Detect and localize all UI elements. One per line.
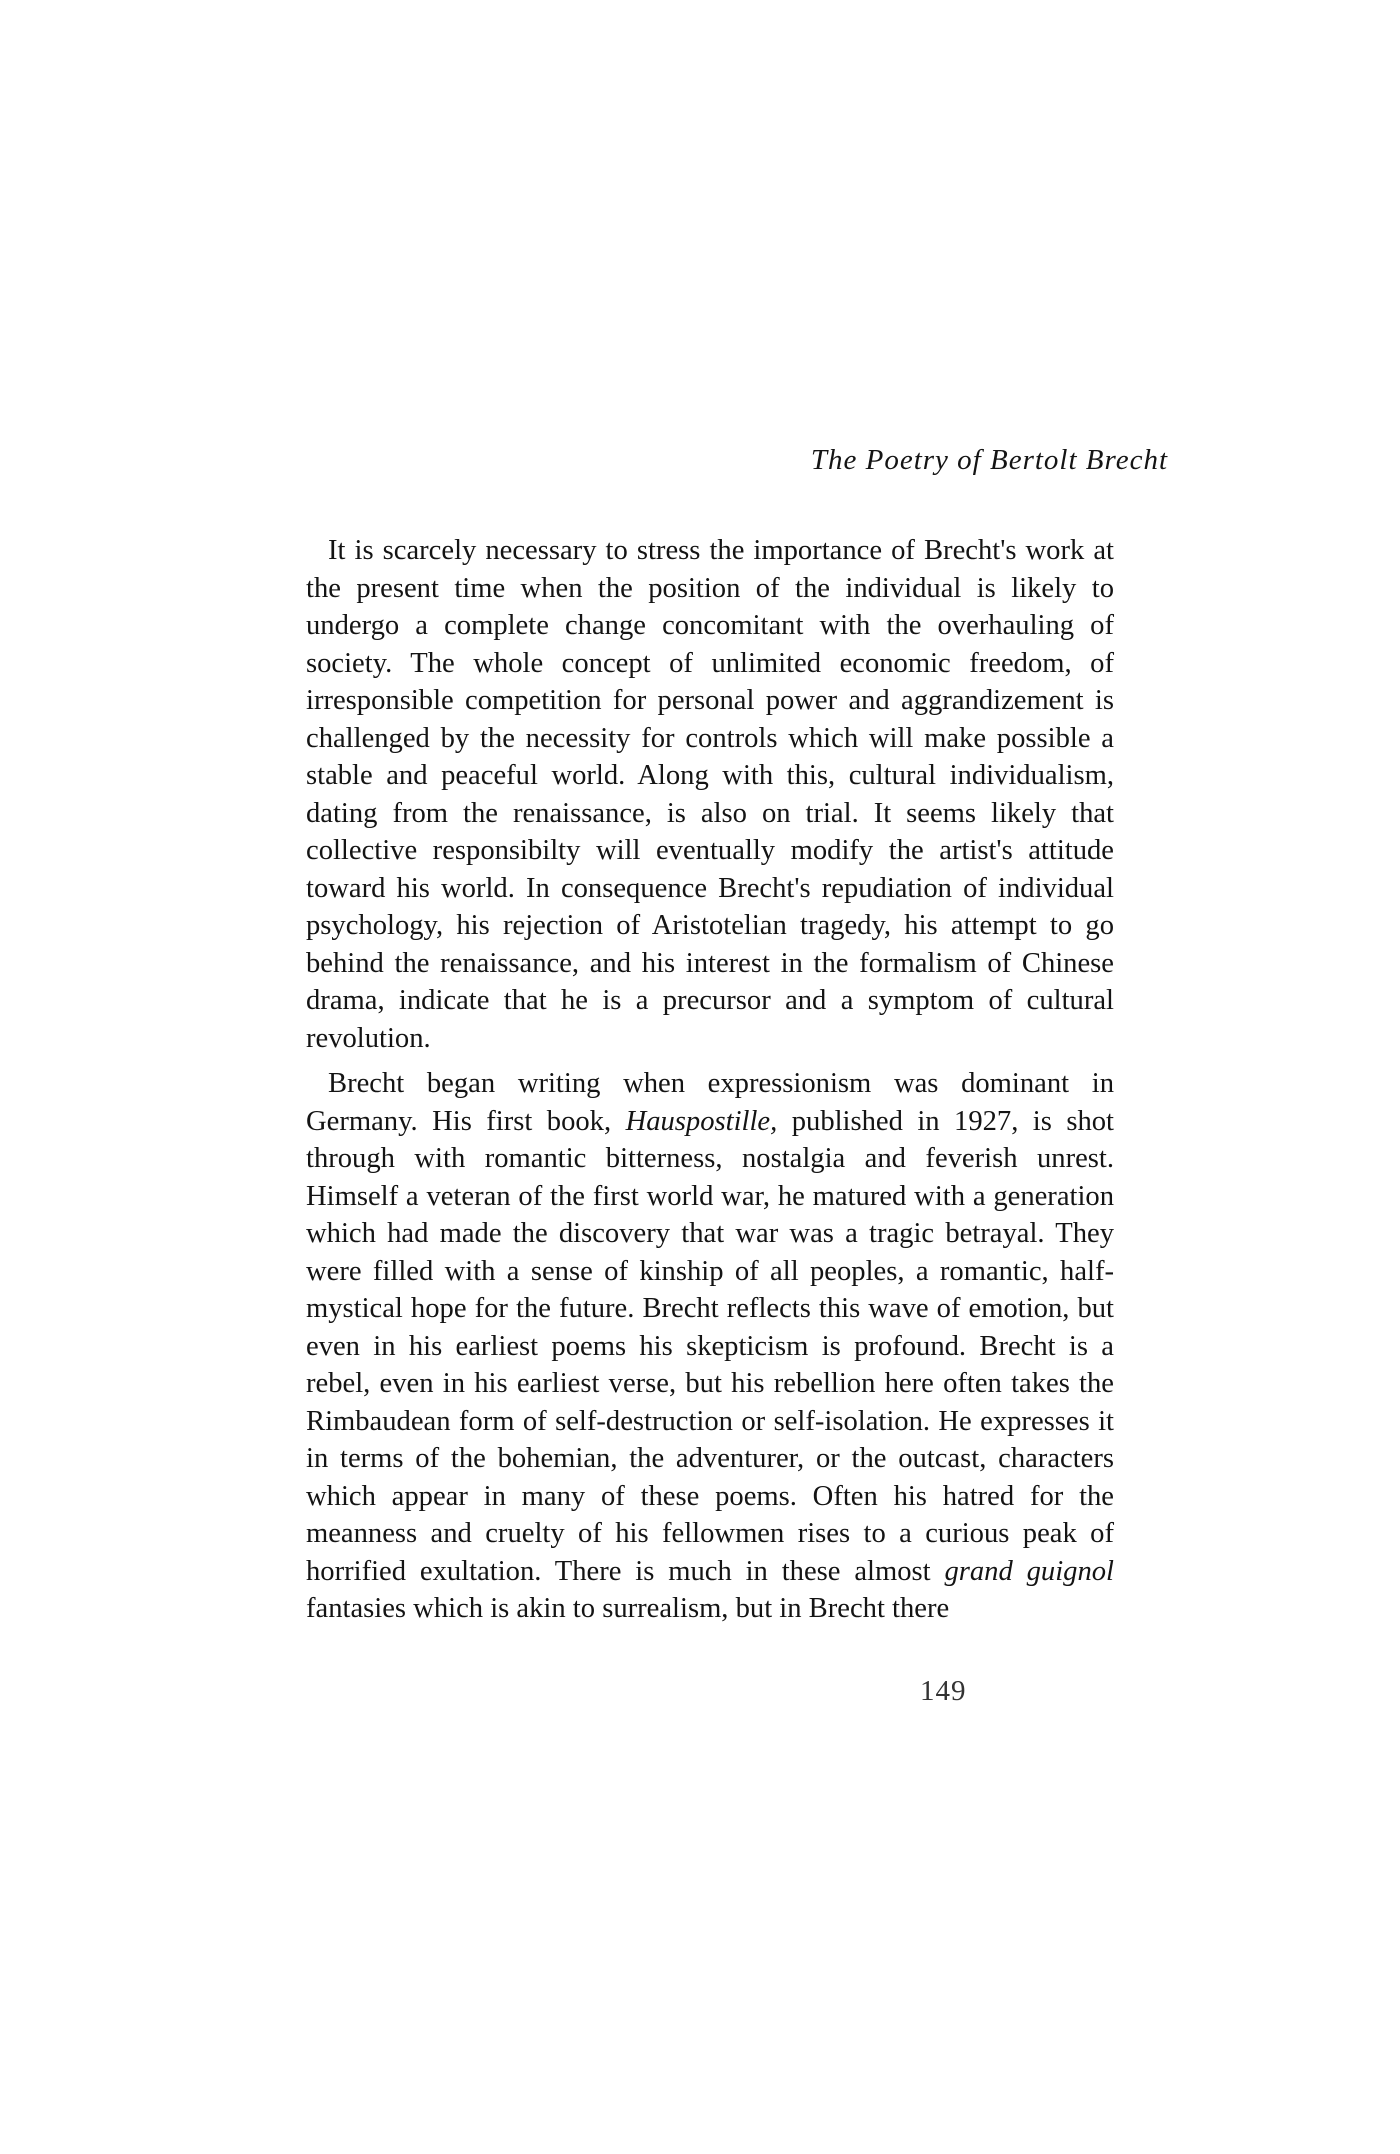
body-text: [306, 532, 1114, 1628]
italic-title: grand guignol: [944, 1555, 1114, 1587]
italic-title: Hauspostille,: [625, 1105, 778, 1137]
text-run: published in 1927, is shot through with romantic bitterness, nostalgia and feverish unrest. Himself a veteran of the first world war, he matured with a generation which had made the discovery that war was a tragic betrayal. They were filled with a sense of kinship of all peoples, a romantic, half-mystical hope for the future. Brecht reflects this wave of emotion, but even in his earliest poems his skepticism is profound. Brecht is a rebel, even in his earliest verse, but his rebellion here often takes the Rimbaudean form of self-destruction or self-isolation. He expresses it in terms of the bohemian, the adventurer, or the outcast, characters which appear in many of these poems. Often his hatred for the meanness and cruelty of his fellowmen rises to a curious peak of horrified exultation. There is much in these almost: [306, 1105, 1114, 1587]
text-run: fantasies which is akin to surrealism, but in Brecht there: [306, 1593, 950, 1624]
paragraph: [306, 532, 1114, 1057]
text-run: It is scarcely necessary to stress the importance of Brecht's work at the present time when the position of the individual is likely to undergo a complete change concomitant with the overhauling of society. The whole concept of unlimited economic freedom, of irresponsible competition for personal power and aggrandizement is challenged by the necessity for controls which will make possible a stable and peaceful world. Along with this, cultural individualism, dating from the renaissance, is also on trial. It seems likely that collective responsibilty will eventually modify the artist's attitude toward his world. In consequence Brecht's repudiation of individual psychology, his rejection of Aristotelian tragedy, his attempt to go behind the renaissance, and his interest in the formalism of Chinese drama, indicate that he is a precursor and a symptom of cultural revolution.: [306, 535, 1114, 1054]
paragraph: [306, 1065, 1114, 1628]
page-number: 149: [920, 1675, 967, 1707]
running-head: The Poetry of Bertolt Brecht: [810, 444, 1168, 476]
text-run: Brecht began writing when expressionism was dominant in Germany. His first book,: [306, 1068, 1114, 1137]
